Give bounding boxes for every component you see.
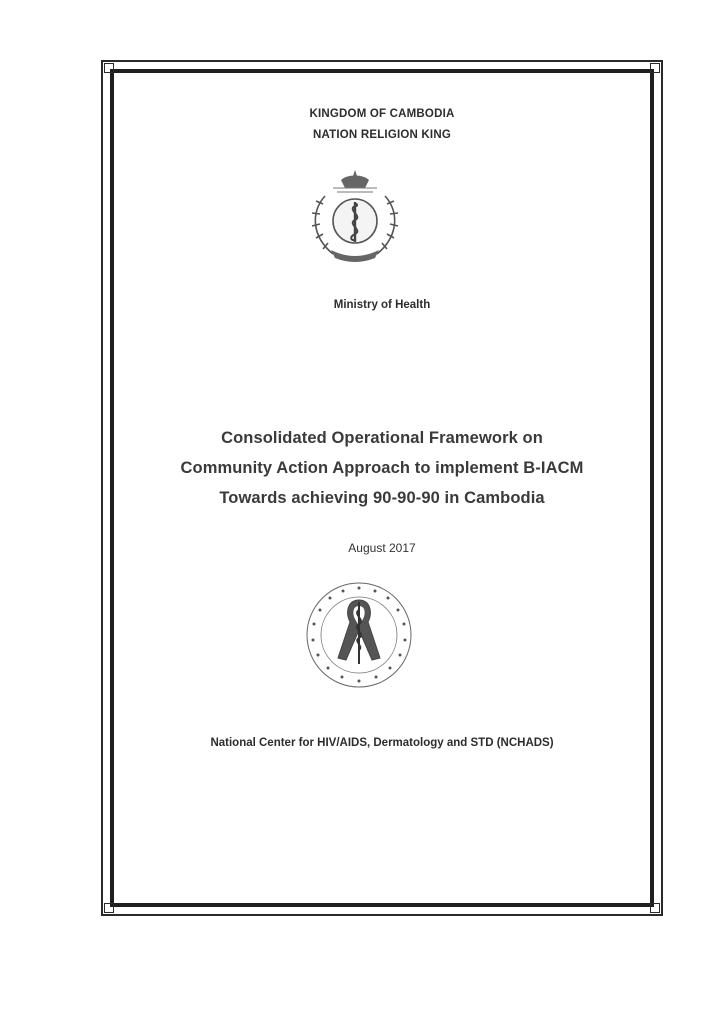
issuing-organization: National Center for HIV/AIDS, Dermatology and STD (NCHADS) [210, 737, 554, 749]
document-title-line: Community Action Approach to implement B-IACM [180, 459, 584, 477]
border-corner [650, 63, 660, 73]
kingdom-heading: KINGDOM OF CAMBODIA [309, 108, 455, 120]
document-title-line: Towards achieving 90-90-90 in Cambodia [219, 489, 545, 507]
border-corner [104, 63, 114, 73]
publication-date: August 2017 [348, 541, 416, 555]
border-corner [104, 903, 114, 913]
nchads-ribbon-seal-icon [300, 580, 418, 690]
ministry-of-health-emblem-icon [303, 166, 407, 270]
ministry-name: Ministry of Health [333, 299, 431, 311]
border-corner [650, 903, 660, 913]
national-motto: NATION RELIGION KING [313, 129, 451, 141]
document-title-line: Consolidated Operational Framework on [221, 429, 543, 447]
